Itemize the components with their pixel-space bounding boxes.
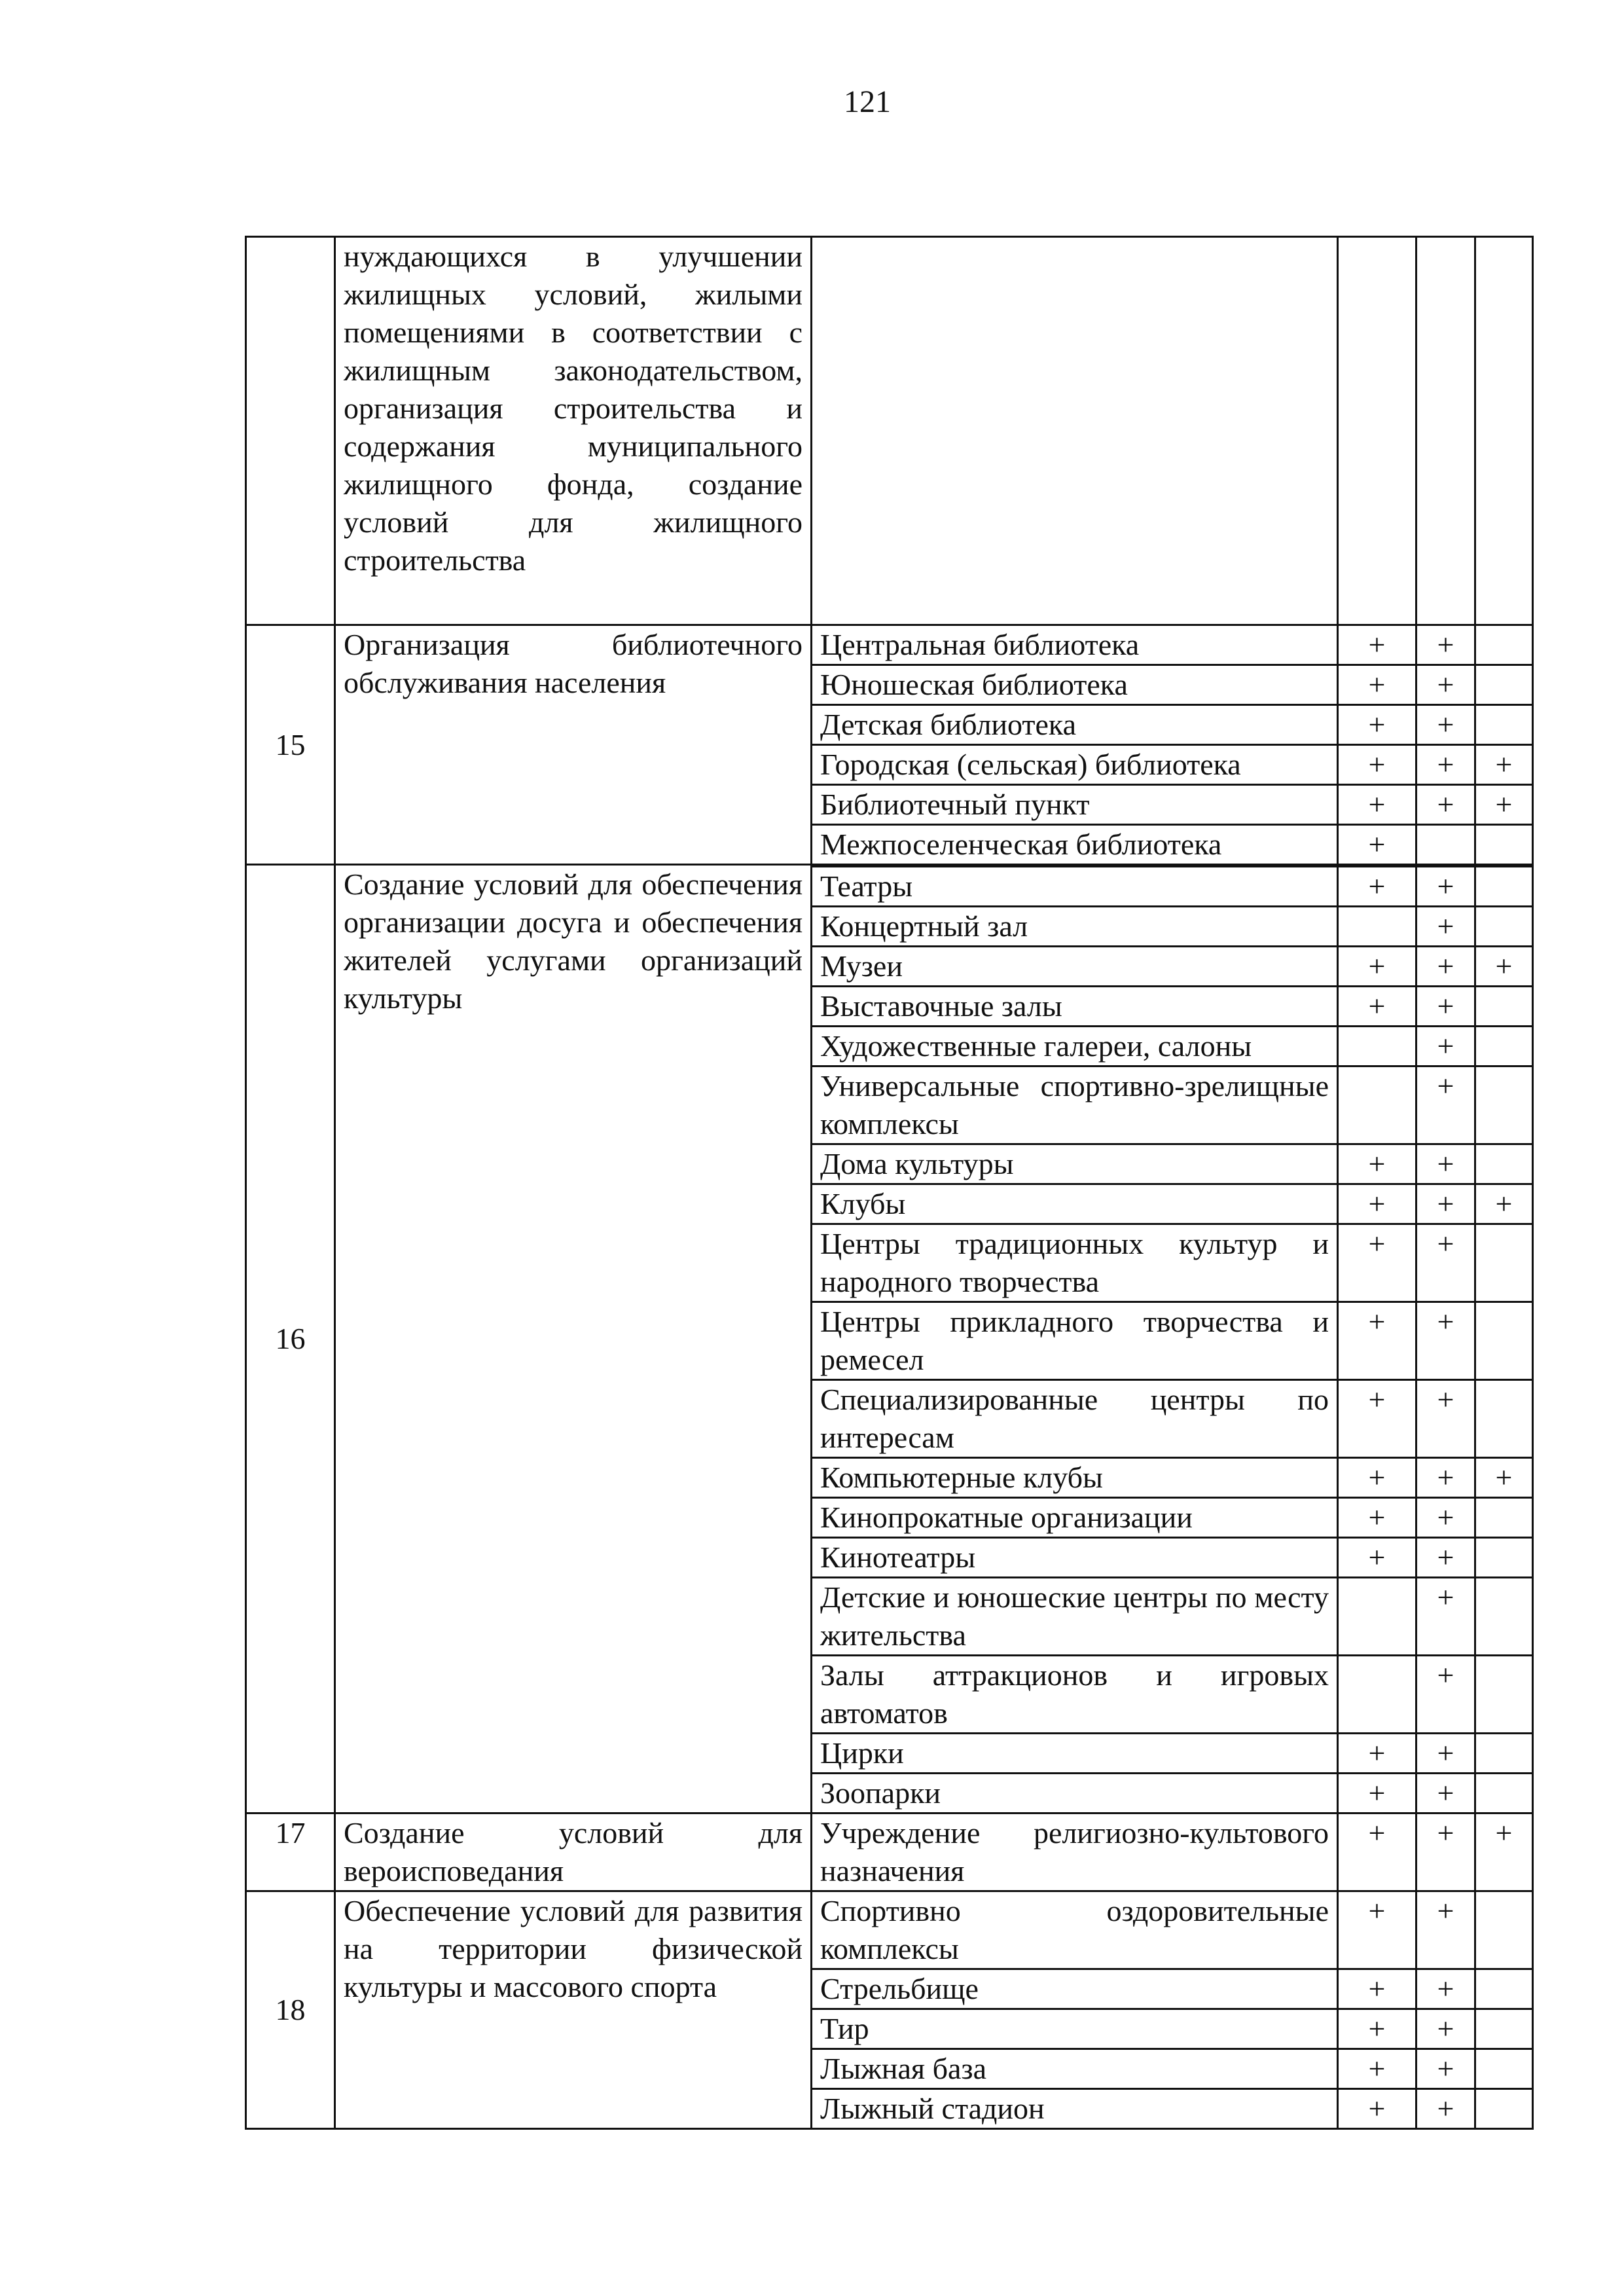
mark-cell: + [1338, 665, 1416, 705]
object-name-cell: Зоопарки [812, 1774, 1338, 1813]
mark-cell [1475, 1656, 1533, 1734]
mark-cell: + [1416, 1969, 1475, 2009]
mark-cell: + [1416, 1774, 1475, 1813]
mark-cell: + [1338, 1458, 1416, 1498]
mark-cell: + [1338, 1302, 1416, 1380]
object-name-cell: Лыжный стадион [812, 2089, 1338, 2129]
mark-cell [1338, 1027, 1416, 1066]
object-name-cell: Театры [812, 867, 1338, 907]
object-name-cell: Городская (сельская) библиотека [812, 745, 1338, 785]
object-name-cell: Центральная библиотека [812, 625, 1338, 665]
mark-cell: + [1416, 987, 1475, 1027]
mark-cell: + [1475, 1184, 1533, 1224]
mark-cell [1475, 1498, 1533, 1538]
object-name-cell: Юношеская библиотека [812, 665, 1338, 705]
mark-cell [1475, 237, 1533, 625]
function-cell: нуждающихся в улучшении жилищных условий, жилыми помещениями в соответствии с жилищным законодательством, организация строительства и содержания муниципального жилищного фонда, создание условий для жилищного строительства [335, 237, 812, 625]
mark-cell [1475, 665, 1533, 705]
mark-cell [1475, 825, 1533, 865]
mark-cell: + [1416, 2049, 1475, 2089]
mark-cell: + [1475, 947, 1533, 987]
mark-cell: + [1475, 785, 1533, 825]
mark-cell: + [1338, 625, 1416, 665]
mark-cell: + [1338, 1498, 1416, 1538]
row-number-cell: 17 [246, 1813, 335, 1891]
mark-cell: + [1475, 1458, 1533, 1498]
object-cell [812, 237, 1338, 625]
mark-cell [1475, 1380, 1533, 1458]
mark-cell [1475, 1302, 1533, 1380]
mark-cell: + [1338, 785, 1416, 825]
object-name-cell: Дома культуры [812, 1144, 1338, 1184]
mark-cell [1475, 2089, 1533, 2129]
mark-cell: + [1416, 705, 1475, 745]
mark-cell: + [1416, 1144, 1475, 1184]
object-name-cell: Выставочные залы [812, 987, 1338, 1027]
mark-cell [1475, 1066, 1533, 1144]
mark-cell: + [1338, 1774, 1416, 1813]
mark-cell: + [1416, 867, 1475, 907]
mark-cell: + [1338, 987, 1416, 1027]
mark-cell: + [1416, 665, 1475, 705]
row-number-cell: 16 [246, 865, 335, 1813]
object-name-cell: Компьютерные клубы [812, 1458, 1338, 1498]
mark-cell: + [1338, 1734, 1416, 1774]
mark-cell: + [1338, 1224, 1416, 1302]
mark-cell: + [1416, 1734, 1475, 1774]
mark-cell: + [1338, 1891, 1416, 1969]
object-name-cell: Стрельбище [812, 1969, 1338, 2009]
mark-cell: + [1416, 1498, 1475, 1538]
mark-cell: + [1416, 1813, 1475, 1891]
mark-cell [1475, 1578, 1533, 1656]
municipal-facilities-table [245, 236, 1534, 2130]
mark-cell [1416, 237, 1475, 625]
mark-cell: + [1338, 825, 1416, 865]
mark-cell [1475, 2009, 1533, 2049]
mark-cell: + [1338, 1380, 1416, 1458]
object-name-cell: Кинопрокатные организации [812, 1498, 1338, 1538]
mark-cell: + [1338, 867, 1416, 907]
mark-cell: + [1475, 1813, 1533, 1891]
mark-cell: + [1416, 1891, 1475, 1969]
mark-cell: + [1416, 1302, 1475, 1380]
mark-cell [1475, 1027, 1533, 1066]
function-cell: Организация библиотечного обслуживания населения [335, 625, 812, 865]
table-row [246, 625, 1533, 665]
mark-cell: + [1338, 705, 1416, 745]
mark-cell: + [1416, 1458, 1475, 1498]
object-name-cell: Тир [812, 2009, 1338, 2049]
object-name-cell: Детские и юношеские центры по месту жительства [812, 1578, 1338, 1656]
object-name-cell: Межпоселенческая библиотека [812, 825, 1338, 865]
row-number-cell: 18 [246, 1891, 335, 2129]
mark-cell [1338, 1656, 1416, 1734]
mark-cell [1475, 1538, 1533, 1578]
mark-cell: + [1338, 1969, 1416, 2009]
mark-cell [1475, 867, 1533, 907]
mark-cell: + [1416, 1027, 1475, 1066]
table-row [246, 237, 1533, 625]
object-name-cell: Спортивно оздоровительные комплексы [812, 1891, 1338, 1969]
object-name-cell: Детская библиотека [812, 705, 1338, 745]
mark-cell: + [1475, 745, 1533, 785]
object-name-cell: Музеи [812, 947, 1338, 987]
mark-cell [1475, 907, 1533, 947]
object-name-cell: Клубы [812, 1184, 1338, 1224]
mark-cell [1475, 1969, 1533, 2009]
object-name-cell: Художественные галереи, салоны [812, 1027, 1338, 1066]
row-number-cell [246, 237, 335, 625]
mark-cell [1338, 1066, 1416, 1144]
function-cell: Создание условий для вероисповедания [335, 1813, 812, 1891]
mark-cell: + [1416, 2009, 1475, 2049]
mark-cell: + [1416, 625, 1475, 665]
mark-cell [1475, 705, 1533, 745]
mark-cell [1338, 237, 1416, 625]
mark-cell [1475, 625, 1533, 665]
object-name-cell: Центры традиционных культур и народного творчества [812, 1224, 1338, 1302]
object-name-cell: Специализированные центры по интересам [812, 1380, 1338, 1458]
object-name-cell: Цирки [812, 1734, 1338, 1774]
mark-cell: + [1416, 907, 1475, 947]
table-row [246, 1891, 1533, 1969]
mark-cell: + [1416, 1656, 1475, 1734]
mark-cell: + [1338, 1144, 1416, 1184]
mark-cell: + [1338, 1184, 1416, 1224]
mark-cell [1475, 1734, 1533, 1774]
page-number: 121 [844, 84, 891, 119]
object-name-cell: Универсальные спортивно-зрелищные комплексы [812, 1066, 1338, 1144]
object-name-cell: Кинотеатры [812, 1538, 1338, 1578]
mark-cell [1475, 987, 1533, 1027]
table-row [246, 1813, 1533, 1891]
mark-cell: + [1338, 1538, 1416, 1578]
function-cell: Обеспечение условий для развития на территории физической культуры и массового спорта [335, 1891, 812, 2129]
mark-cell: + [1338, 2049, 1416, 2089]
mark-cell: + [1416, 1578, 1475, 1656]
mark-cell [1416, 825, 1475, 865]
mark-cell [1338, 1578, 1416, 1656]
object-name-cell: Концертный зал [812, 907, 1338, 947]
mark-cell [1338, 907, 1416, 947]
mark-cell [1475, 1891, 1533, 1969]
row-number-cell: 15 [246, 625, 335, 865]
mark-cell: + [1416, 947, 1475, 987]
mark-cell: + [1416, 1066, 1475, 1144]
mark-cell [1475, 1774, 1533, 1813]
mark-cell: + [1416, 1538, 1475, 1578]
mark-cell [1475, 2049, 1533, 2089]
mark-cell [1475, 1224, 1533, 1302]
object-name-cell: Библиотечный пункт [812, 785, 1338, 825]
mark-cell [1475, 1144, 1533, 1184]
mark-cell: + [1338, 2009, 1416, 2049]
mark-cell: + [1338, 745, 1416, 785]
mark-cell: + [1338, 1813, 1416, 1891]
function-cell: Создание условий для обеспечения организации досуга и обеспечения жителей услугами организаций культуры [335, 865, 812, 1813]
mark-cell: + [1416, 1224, 1475, 1302]
mark-cell: + [1416, 785, 1475, 825]
object-name-cell: Учреждение религиозно-культового назначения [812, 1813, 1338, 1891]
object-name-cell: Залы аттракционов и игровых автоматов [812, 1656, 1338, 1734]
mark-cell: + [1416, 745, 1475, 785]
mark-cell: + [1416, 1380, 1475, 1458]
mark-cell: + [1338, 947, 1416, 987]
mark-cell: + [1416, 1184, 1475, 1224]
mark-cell: + [1338, 2089, 1416, 2129]
mark-cell: + [1416, 2089, 1475, 2129]
object-name-cell: Центры прикладного творчества и ремесел [812, 1302, 1338, 1380]
object-name-cell: Лыжная база [812, 2049, 1338, 2089]
